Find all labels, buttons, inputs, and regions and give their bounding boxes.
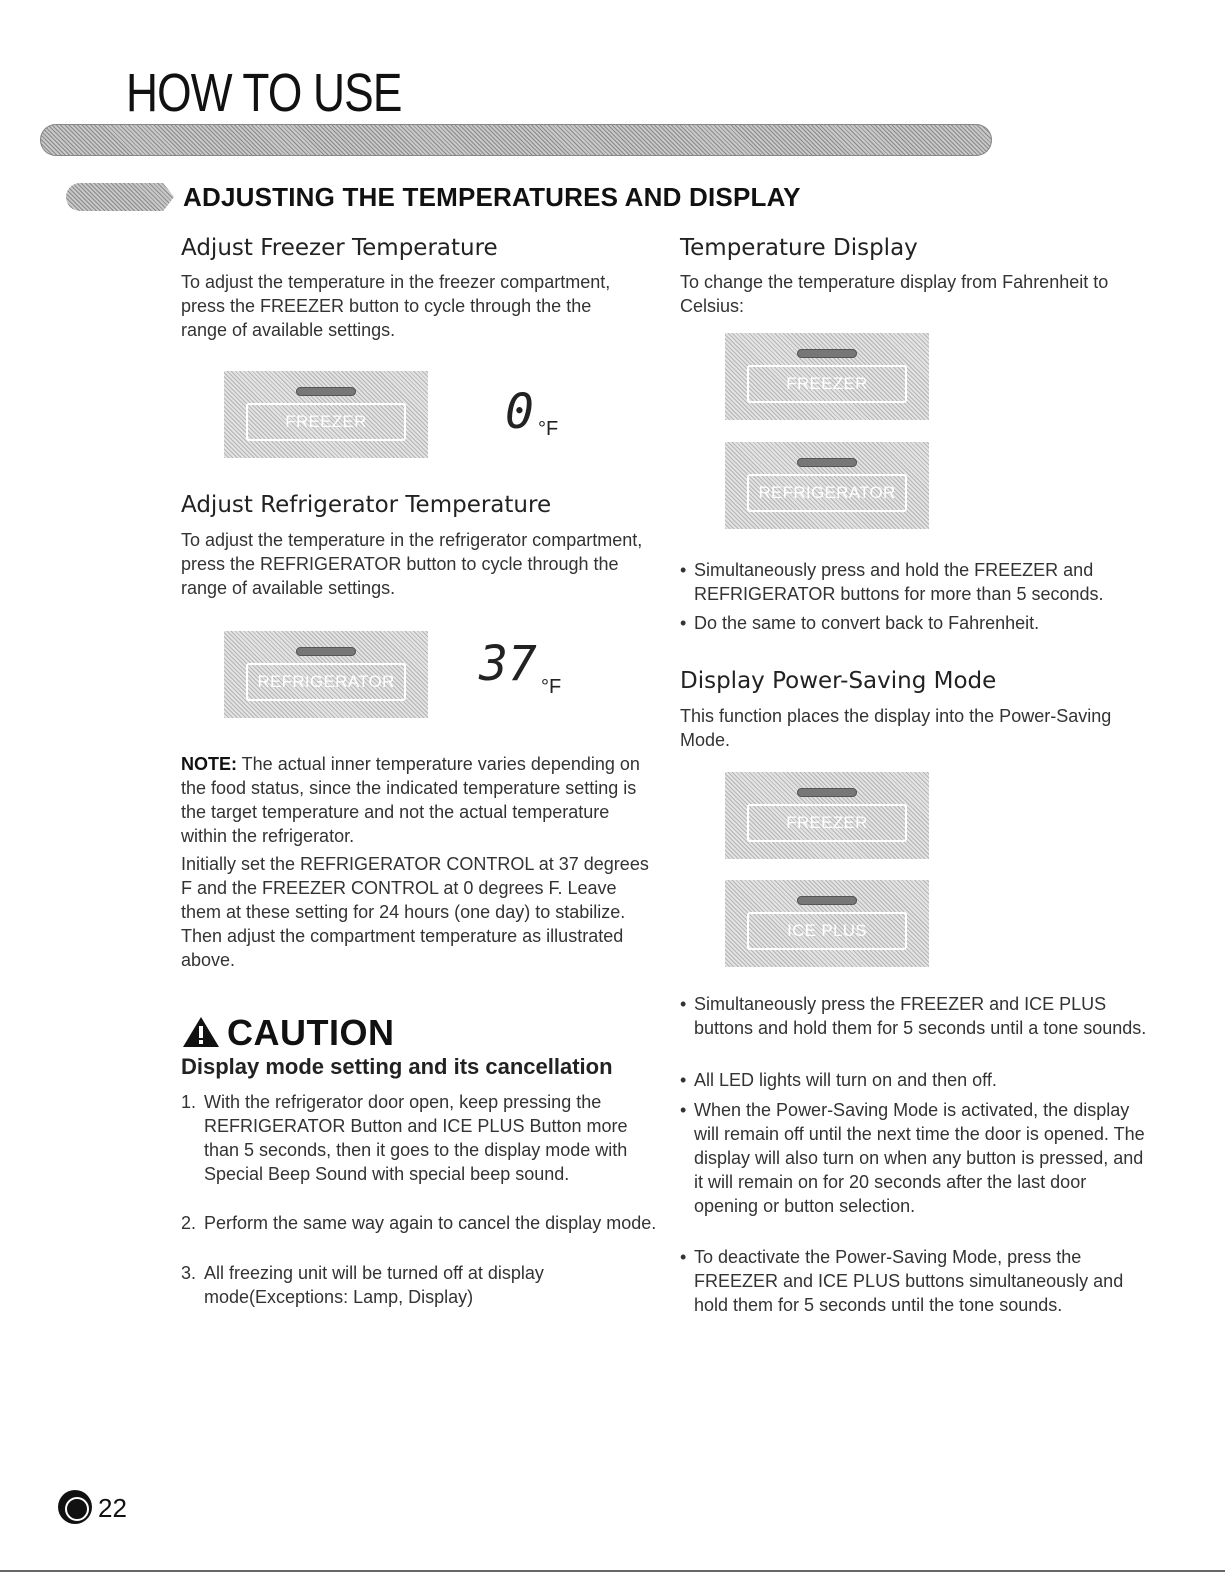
refrigerator-button[interactable]: REFRIGERATOR — [747, 474, 907, 512]
note-label: NOTE: — [181, 754, 237, 774]
power-saving-heading: Display Power-Saving Mode — [680, 668, 997, 694]
page-title: HOW TO USE — [126, 63, 402, 123]
section-title: ADJUSTING THE TEMPERATURES AND DISPLAY — [183, 182, 801, 212]
note-text: The actual inner temperature varies depending on the food status, since the indicated temperature setting is the target temperature and not the actual temperature within the refrigerator. — [181, 754, 640, 846]
freezer-button[interactable]: FREEZER — [747, 365, 907, 403]
temp-display-bullet-2: • Do the same to convert back to Fahrenheit. — [680, 611, 1160, 635]
power-saving-freezer-panel — [725, 772, 929, 859]
freezer-panel — [224, 371, 428, 458]
caution-item-2 — [181, 1211, 661, 1235]
caution-subtitle: Display mode setting and its cancellation — [181, 1054, 613, 1079]
power-saving-text: This function places the display into the Power-Saving Mode. — [680, 706, 1112, 750]
item-number: 3. — [181, 1263, 197, 1283]
led-indicator — [296, 387, 356, 396]
power-saving-bullet-1: • Simultaneously press the FREEZER and ICE PLUS buttons and hold them for 5 seconds until a tone sounds. — [680, 992, 1155, 1040]
freezer-text: To adjust the temperature in the freezer compartment, press the FREEZER button to cycle through the the range of available settings. — [181, 272, 611, 340]
caution-item-3 — [181, 1261, 661, 1309]
led-indicator — [797, 896, 857, 905]
item-text: With the refrigerator door open, keep pressing the REFRIGERATOR Button and ICE PLUS Button more than 5 seconds, then it goes to the display mode with Special Beep Sound with special beep sound. — [204, 1092, 628, 1184]
freezer-display-value: 0 — [505, 384, 534, 440]
power-saving-bullet-2: • All LED lights will turn on and then off. — [680, 1068, 1155, 1092]
temp-display-freezer-panel — [725, 333, 929, 420]
item-number: 2. — [181, 1213, 197, 1233]
item-number: 1. — [181, 1092, 197, 1112]
freezer-unit: °F — [538, 418, 559, 440]
refrigerator-display-value: 37 — [479, 636, 537, 692]
freezer-button[interactable]: FREEZER — [246, 403, 406, 441]
led-indicator — [797, 788, 857, 797]
freezer-button[interactable]: FREEZER — [747, 804, 907, 842]
temp-display-text: To change the temperature display from Fahrenheit to Celsius: — [680, 272, 1109, 316]
warning-icon — [181, 1015, 221, 1049]
lg-logo-icon — [58, 1490, 92, 1524]
note-paragraph-2: Initially set the REFRIGERATOR CONTROL at 37 degrees F and the FREEZER CONTROL at 0 degrees F. Leave them at these setting for 24 hours (one day) to stabilize. Then adjust the compartment temperature as illustrated above. — [181, 854, 649, 970]
led-indicator — [296, 647, 356, 656]
temp-display-refrigerator-panel — [725, 442, 929, 529]
refrigerator-text: To adjust the temperature in the refrigerator compartment, press the REFRIGERATOR button to cycle through the range of available settings. — [181, 530, 643, 598]
item-text: Perform the same way again to cancel the display mode. — [204, 1213, 657, 1233]
led-indicator — [797, 458, 857, 467]
power-saving-bullet-4: • To deactivate the Power-Saving Mode, press the FREEZER and ICE PLUS buttons simultaneously and hold them for 5 seconds until the tone sounds. — [680, 1245, 1155, 1317]
led-indicator — [797, 349, 857, 358]
note-paragraph — [181, 752, 651, 848]
refrigerator-button[interactable]: REFRIGERATOR — [246, 663, 406, 701]
refrigerator-unit: °F — [541, 676, 562, 698]
freezer-heading: Adjust Freezer Temperature — [181, 235, 498, 261]
section-marker — [66, 183, 174, 211]
refrigerator-heading: Adjust Refrigerator Temperature — [181, 492, 552, 518]
temp-display-bullet-1: • Simultaneously press and hold the FREEZER and REFRIGERATOR buttons for more than 5 seconds. — [680, 558, 1160, 606]
refrigerator-panel — [224, 631, 428, 718]
page-number: 22 — [98, 1493, 127, 1523]
item-text: All freezing unit will be turned off at display mode(Exceptions: Lamp, Display) — [204, 1263, 544, 1307]
caution-title — [181, 1012, 395, 1054]
bottom-rule — [0, 1570, 1225, 1572]
caution-label: CAUTION — [227, 1012, 395, 1053]
header-bar — [40, 124, 992, 156]
power-saving-bullet-3: • When the Power-Saving Mode is activated, the display will remain off until the next time the door is opened. The display will also turn on when any button is pressed, and it will remain on for 20 seconds after the last door opening or button selection. — [680, 1098, 1155, 1218]
power-saving-ice-plus-panel — [725, 880, 929, 967]
ice-plus-button[interactable]: ICE PLUS — [747, 912, 907, 950]
temp-display-heading: Temperature Display — [680, 235, 918, 261]
caution-item-1 — [181, 1090, 661, 1186]
